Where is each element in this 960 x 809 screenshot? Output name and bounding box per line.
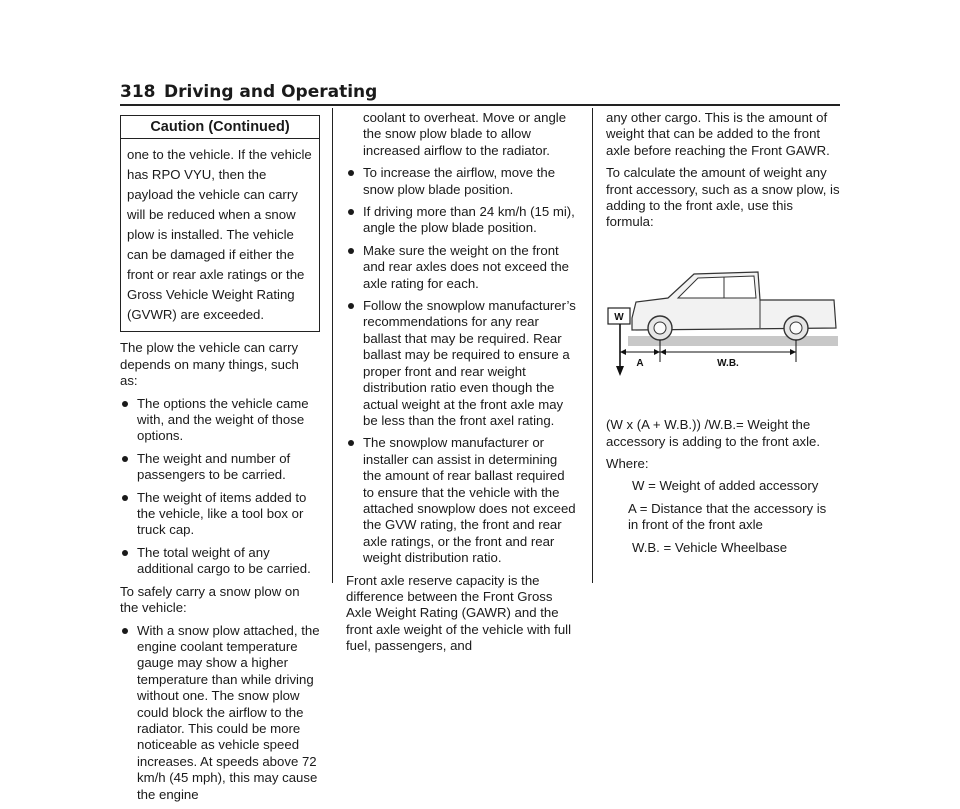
list-item: The weight and number of passengers to be carried. bbox=[120, 451, 320, 484]
page-header bbox=[120, 82, 840, 106]
bullet-icon bbox=[348, 440, 354, 446]
column-divider bbox=[592, 108, 593, 583]
a-label: A bbox=[636, 357, 644, 369]
bullet-icon bbox=[348, 170, 354, 176]
list-item: Follow the snowplow manufacturer’s recommendations for any rear ballast that may be required. Rear ballast may be required to ensure a proper front and rear weight distribution ratio even though the actual weight at the front axle may be less than the front axel rating. bbox=[346, 298, 578, 429]
w-arrowhead bbox=[616, 366, 624, 376]
bullet-icon bbox=[348, 303, 354, 309]
caution-box bbox=[120, 115, 320, 332]
list-item: The weight of items added to the vehicle, like a tool box or truck cap. bbox=[120, 490, 320, 539]
column-divider bbox=[332, 108, 333, 583]
list-item: To increase the airflow, move the snow plow blade position. bbox=[346, 165, 578, 198]
truck-diagram bbox=[606, 266, 840, 378]
bullet-icon bbox=[122, 628, 128, 634]
wb-label: W.B. bbox=[717, 357, 739, 369]
column-2 bbox=[346, 110, 578, 661]
safe-carry-intro: To safely carry a snow plow on the vehicle: bbox=[120, 583, 300, 616]
section-title: Driving and Operating bbox=[164, 82, 378, 102]
caution-title: Caution (Continued) bbox=[121, 116, 319, 139]
column-3 bbox=[606, 110, 840, 562]
list-item: If driving more than 24 km/h (15 mi), angle the plow blade position. bbox=[346, 204, 578, 237]
definition-a: A = Distance that the accessory is in front of the front axle bbox=[628, 500, 827, 533]
rear-hub bbox=[790, 322, 802, 334]
w-label: W bbox=[614, 311, 624, 323]
airflow-list bbox=[346, 165, 578, 566]
plow-intro: The plow the vehicle can carry depends on many things, such as: bbox=[120, 340, 299, 389]
calc-intro: To calculate the amount of weight any front accessory, such as a snow plow, is adding to the front axle, use this formula: bbox=[606, 165, 840, 230]
list-item: The total weight of any additional cargo to be carried. bbox=[120, 545, 320, 578]
reserve-capacity-paragraph: Front axle reserve capacity is the difference between the Front Gross Axle Weight Rating (GAWR) and the front axle weight of the vehicle with full fuel, passengers, and bbox=[346, 572, 572, 654]
definition-wb: W.B. = Vehicle Wheelbase bbox=[632, 539, 788, 555]
list-item: The snowplow manufacturer or installer can assist in determining the amount of rear ballast required to ensure that the vehicle with the attached snowplow does not exceed the GVW rating, the front and rear axle ratings, or the front and rear weight distribution ratio. bbox=[346, 435, 578, 566]
bullet-icon bbox=[122, 495, 128, 501]
list-item: With a snow plow attached, the engine coolant temperature gauge may show a higher temperature than while driving without one. The snow plow could block the airflow to the radiator. This could be more noticeable as vehicle speed increases. At speeds above 72 km/h (45 mph), this may cause the engine bbox=[120, 623, 320, 803]
header-rule bbox=[120, 104, 840, 106]
bullet-icon bbox=[122, 401, 128, 407]
plow-factors-list bbox=[120, 396, 320, 578]
where-label: Where: bbox=[606, 456, 649, 472]
caution-body: one to the vehicle. If the vehicle has RPO VYU, then the payload the vehicle can carry will be reduced when a snow plow is installed. The vehicle can be damaged if either the front or rear axle ratings or the Gross Vehicle Weight Rating (GVWR) are exceeded. bbox=[127, 147, 312, 323]
continued-text: any other cargo. This is the amount of weight that can be added to the front axle before reaching the Front GAWR. bbox=[606, 110, 830, 158]
list-item: The options the vehicle came with, and the weight of those options. bbox=[120, 396, 320, 445]
bullet-icon bbox=[348, 209, 354, 215]
continued-text: coolant to overheat. Move or angle the snow plow blade to allow increased airflow to the radiator. bbox=[363, 110, 567, 158]
bullet-icon bbox=[348, 248, 354, 254]
bullet-icon bbox=[122, 550, 128, 556]
column-1 bbox=[120, 110, 320, 809]
bullet-icon bbox=[122, 456, 128, 462]
front-hub bbox=[654, 322, 666, 334]
formula: (W x (A + W.B.)) /W.B.= Weight the accessory is adding to the front axle. bbox=[606, 417, 821, 449]
page-number: 318 bbox=[120, 82, 156, 102]
list-item: Make sure the weight on the front and rear axles does not exceed the axle rating for each. bbox=[346, 243, 578, 292]
definition-w: W = Weight of added accessory bbox=[632, 478, 819, 494]
safe-carry-list bbox=[120, 623, 320, 803]
axle-weight-figure bbox=[606, 266, 840, 382]
